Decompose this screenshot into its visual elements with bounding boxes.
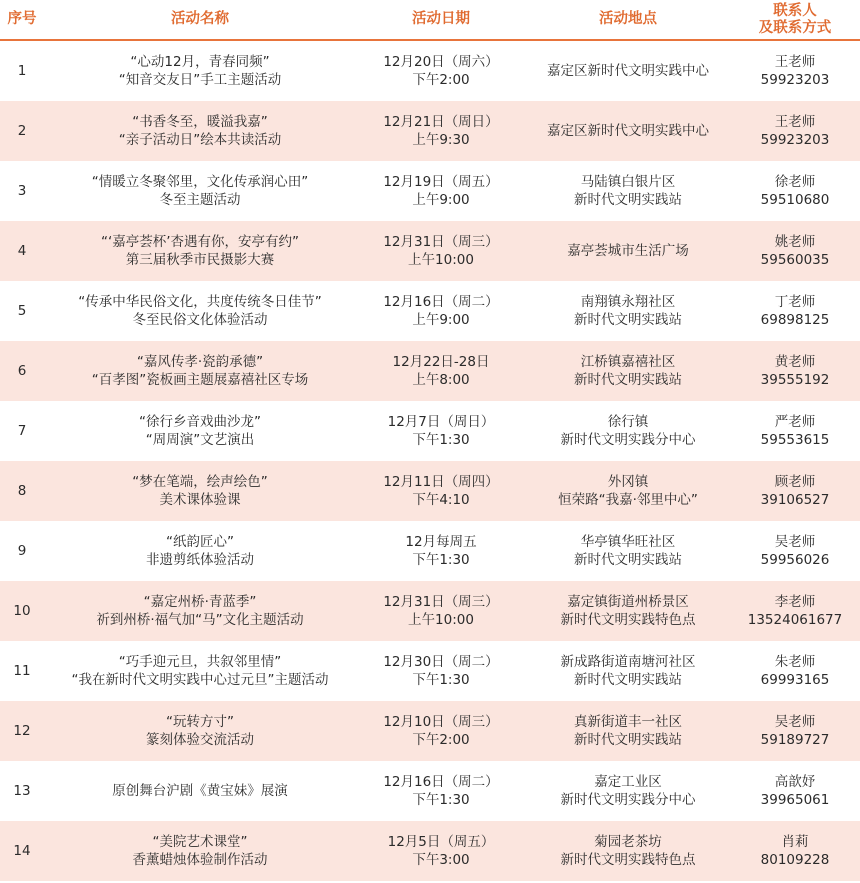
activity-name-line: “传承中华民俗文化，共度传统冬日佳节” — [78, 293, 322, 310]
activity-name-line: 祈到州桥·福气加“马”文化主题活动 — [96, 612, 304, 628]
activity-date-line: 下午3:00 — [412, 852, 470, 868]
activity-name-line: 第三届秋季市民摄影大赛 — [125, 252, 275, 268]
contact-info-line: 59923203 — [760, 72, 830, 88]
activity-name-line: 香薰蜡烛体验制作活动 — [132, 852, 268, 868]
activity-date-cell — [356, 221, 526, 281]
contact-info-line: 严老师 — [774, 413, 816, 430]
row-index: 8 — [17, 482, 27, 499]
row-index: 11 — [13, 662, 31, 679]
activity-date-line: 上午10:00 — [408, 612, 474, 628]
activity-name-line: 美术课体验课 — [159, 492, 241, 508]
activity-date-line: 12月31日（周三） — [383, 233, 499, 250]
activity-name-line: “巧手迎元旦，共叙邻里情” — [118, 653, 282, 670]
activity-date-cell — [356, 41, 526, 101]
table-row — [0, 641, 860, 701]
table-header — [0, 0, 860, 41]
activity-name-line: “玩转方寸” — [166, 713, 234, 730]
table-row — [0, 581, 860, 641]
table-row — [0, 101, 860, 161]
contact-info-line: 高歆妤 — [774, 773, 816, 790]
activity-location-cell — [526, 581, 730, 641]
activity-location-cell — [526, 101, 730, 161]
activity-date-line: 12月16日（周二） — [383, 293, 499, 310]
activity-name-line: “百孝图”瓷板画主题展嘉禧社区专场 — [91, 372, 309, 388]
activity-date-line: 12月每周五 — [405, 533, 477, 550]
row-index: 4 — [17, 242, 27, 259]
activity-name-line: “亲子活动日”绘本共读活动 — [118, 132, 282, 148]
activity-location-cell — [526, 221, 730, 281]
contact-info-cell — [730, 761, 860, 821]
contact-info-line: 69993165 — [760, 672, 830, 688]
activity-location-line: 南翔镇永翔社区 — [580, 293, 676, 310]
row-index: 7 — [17, 422, 27, 439]
activity-name-cell — [44, 221, 356, 281]
table-row — [0, 821, 860, 881]
activity-location-line: 新时代文明实践站 — [574, 672, 682, 688]
contact-info-line: 59189727 — [760, 732, 830, 748]
activity-name-cell — [44, 101, 356, 161]
table-row — [0, 221, 860, 281]
row-index: 1 — [17, 62, 27, 79]
activity-name-line: “嘉风传孝·瓷韵承德” — [136, 353, 264, 370]
activity-location-line: 新时代文明实践特色点 — [560, 852, 696, 868]
contact-info-cell — [730, 461, 860, 521]
activity-date-line: 12月20日（周六） — [383, 53, 499, 70]
activity-name-line: “嘉定州桥·青蓝季” — [143, 593, 257, 610]
activity-name-line: “徐行乡音戏曲沙龙” — [139, 413, 261, 430]
activity-date-line: 12月22日-28日 — [392, 353, 490, 370]
activity-location-line: 新时代文明实践站 — [574, 312, 682, 328]
activity-name-cell — [44, 161, 356, 221]
activity-location-line: 江桥镇嘉禧社区 — [580, 353, 676, 370]
activity-date-line: 12月30日（周二） — [383, 653, 499, 670]
table-row — [0, 461, 860, 521]
activity-name-cell — [44, 41, 356, 101]
activity-name-line: “心动12月，青春同频” — [130, 53, 270, 70]
contact-info-line: 13524061677 — [747, 612, 843, 628]
activity-name-cell — [44, 581, 356, 641]
activity-location-cell — [526, 521, 730, 581]
activity-date-line: 12月5日（周五） — [387, 833, 495, 850]
header-name: 活动名称 — [171, 11, 229, 27]
contact-info-cell — [730, 341, 860, 401]
activity-date-cell — [356, 701, 526, 761]
contact-info-line: 朱老师 — [774, 653, 816, 670]
activity-name-line: “周周演”文艺演出 — [145, 432, 255, 448]
activity-location-line: 真新街道丰一社区 — [574, 713, 682, 730]
contact-info-line: 59510680 — [760, 192, 830, 208]
activity-name-cell — [44, 641, 356, 701]
activity-name-line: 篆刻体验交流活动 — [146, 732, 254, 748]
activity-location-cell — [526, 341, 730, 401]
contact-info-cell — [730, 101, 860, 161]
contact-info-line: 39965061 — [760, 792, 830, 808]
activity-location-line: 菊园老茶坊 — [594, 833, 662, 850]
activity-name-cell — [44, 821, 356, 881]
activity-location-cell — [526, 161, 730, 221]
activity-location-cell — [526, 641, 730, 701]
activity-date-line: 上午9:00 — [412, 192, 470, 208]
activity-date-line: 上午9:00 — [412, 312, 470, 328]
contact-info-line: 黄老师 — [774, 353, 816, 370]
activity-date-cell — [356, 461, 526, 521]
activity-location-line: 新时代文明实践站 — [574, 192, 682, 208]
activity-date-cell — [356, 821, 526, 881]
row-index: 6 — [17, 362, 27, 379]
activity-location-line: 马陆镇白银片区 — [580, 173, 676, 190]
table-row — [0, 281, 860, 341]
activity-date-line: 12月11日（周四） — [383, 473, 499, 490]
activity-location-cell — [526, 701, 730, 761]
contact-info-cell — [730, 581, 860, 641]
header-contact — [730, 0, 860, 39]
activity-location-line: 徐行镇 — [607, 413, 649, 430]
activity-name-line: 非遗剪纸体验活动 — [146, 552, 254, 568]
activity-location-line: 新时代文明实践站 — [574, 732, 682, 748]
activity-location-line: 新成路街道南塘河社区 — [560, 653, 696, 670]
contact-info-cell — [730, 161, 860, 221]
activity-name-line: 冬至主题活动 — [159, 192, 241, 208]
row-index: 12 — [13, 722, 31, 739]
contact-info-line: 丁老师 — [774, 293, 816, 310]
activity-location-cell — [526, 41, 730, 101]
activity-name-cell — [44, 761, 356, 821]
contact-info-cell — [730, 221, 860, 281]
activity-name-cell — [44, 521, 356, 581]
activity-location-line: 恒荣路“我嘉·邻里中心” — [558, 492, 698, 508]
activity-name-cell — [44, 701, 356, 761]
activity-location-cell — [526, 761, 730, 821]
activity-date-line: 12月16日（周二） — [383, 773, 499, 790]
activity-date-line: 12月21日（周日） — [383, 113, 499, 130]
contact-info-line: 80109228 — [760, 852, 830, 868]
activity-date-line: 下午1:30 — [412, 432, 470, 448]
activity-location-cell — [526, 461, 730, 521]
contact-info-line: 吴老师 — [774, 713, 816, 730]
table-row — [0, 161, 860, 221]
contact-info-line: 39106527 — [760, 492, 830, 508]
activity-date-line: 12月10日（周三） — [383, 713, 499, 730]
activity-date-line: 上午9:30 — [412, 132, 470, 148]
contact-info-cell — [730, 701, 860, 761]
activity-name-line: “情暖立冬聚邻里，文化传承润心田” — [91, 173, 309, 190]
row-index: 9 — [17, 542, 27, 559]
table-row — [0, 521, 860, 581]
contact-info-line: 39555192 — [760, 372, 830, 388]
table-row — [0, 701, 860, 761]
contact-info-line: 李老师 — [774, 593, 816, 610]
contact-info-cell — [730, 401, 860, 461]
activity-date-cell — [356, 161, 526, 221]
activity-date-line: 下午4:10 — [412, 492, 470, 508]
activity-name-cell — [44, 281, 356, 341]
activity-date-cell — [356, 101, 526, 161]
contact-info-line: 王老师 — [774, 113, 816, 130]
row-index: 3 — [17, 182, 27, 199]
activity-date-line: 12月31日（周三） — [383, 593, 499, 610]
table-row — [0, 761, 860, 821]
activity-name-line: “纸韵匠心” — [166, 533, 234, 550]
row-index: 10 — [13, 602, 31, 619]
contact-info-cell — [730, 521, 860, 581]
row-index: 2 — [17, 122, 27, 139]
table-row — [0, 41, 860, 101]
contact-info-cell — [730, 41, 860, 101]
activity-date-line: 上午10:00 — [408, 252, 474, 268]
activity-date-cell — [356, 641, 526, 701]
contact-info-cell — [730, 641, 860, 701]
activity-location-cell — [526, 401, 730, 461]
row-index: 14 — [13, 842, 31, 859]
activity-name-line: “书香冬至，暖溢我嘉” — [132, 113, 268, 130]
activity-location-line: 新时代文明实践分中心 — [560, 792, 696, 808]
contact-info-cell — [730, 281, 860, 341]
contact-info-line: 王老师 — [774, 53, 816, 70]
activity-date-line: 下午1:30 — [412, 672, 470, 688]
activity-location-cell — [526, 281, 730, 341]
contact-info-line: 59553615 — [760, 432, 830, 448]
activity-name-line: “美院艺术课堂” — [152, 833, 248, 850]
contact-info-line: 59956026 — [760, 552, 830, 568]
activity-date-line: 上午8:00 — [412, 372, 470, 388]
header-contact-line1: 联系人 — [773, 2, 817, 19]
contact-info-line: 顾老师 — [774, 473, 816, 490]
contact-info-line: 姚老师 — [774, 233, 816, 250]
activity-name-line: 冬至民俗文化体验活动 — [132, 312, 268, 328]
contact-info-line: 吴老师 — [774, 533, 816, 550]
activity-name-line: “知音交友日”手工主题活动 — [118, 72, 282, 88]
activity-date-line: 下午2:00 — [412, 72, 470, 88]
activity-date-cell — [356, 761, 526, 821]
activity-name-cell — [44, 401, 356, 461]
activity-name-cell — [44, 341, 356, 401]
header-location: 活动地点 — [599, 11, 657, 27]
table-row — [0, 341, 860, 401]
table-row — [0, 401, 860, 461]
activity-location-line: 华亭镇华旺社区 — [580, 533, 676, 550]
contact-info-line: 59923203 — [760, 132, 830, 148]
contact-info-line: 徐老师 — [774, 173, 816, 190]
activity-date-cell — [356, 401, 526, 461]
table-body — [0, 41, 860, 881]
row-index: 5 — [17, 302, 27, 319]
activity-name-line: “梦在笔端，绘声绘色” — [132, 473, 268, 490]
activity-date-line: 12月7日（周日） — [387, 413, 495, 430]
header-index: 序号 — [7, 11, 37, 27]
activity-name-line: “‘嘉亭荟杯’杏遇有你，安亭有约” — [100, 233, 300, 250]
activity-location-line: 嘉定区新时代文明实践中心 — [547, 122, 709, 139]
row-index: 13 — [13, 782, 31, 799]
activity-name-line: 原创舞台沪剧《黄宝妹》展演 — [112, 782, 288, 799]
activity-location-line: 嘉定镇街道州桥景区 — [567, 593, 689, 610]
activity-location-line: 嘉定区新时代文明实践中心 — [547, 62, 709, 79]
contact-info-line: 肖莉 — [781, 833, 809, 850]
activity-location-cell — [526, 821, 730, 881]
header-date: 活动日期 — [412, 11, 470, 27]
activity-name-line: “我在新时代文明实践中心过元旦”主题活动 — [71, 672, 329, 688]
header-contact-line2: 及联系方式 — [758, 19, 832, 36]
activity-date-cell — [356, 281, 526, 341]
activity-date-cell — [356, 581, 526, 641]
activity-name-cell — [44, 461, 356, 521]
activity-location-line: 嘉定工业区 — [594, 773, 662, 790]
activity-date-cell — [356, 521, 526, 581]
activity-location-line: 新时代文明实践分中心 — [560, 432, 696, 448]
activity-date-cell — [356, 341, 526, 401]
activity-location-line: 新时代文明实践站 — [574, 372, 682, 388]
activity-date-line: 下午2:00 — [412, 732, 470, 748]
activity-date-line: 下午1:30 — [412, 552, 470, 568]
contact-info-cell — [730, 821, 860, 881]
activity-location-line: 新时代文明实践特色点 — [560, 612, 696, 628]
contact-info-line: 69898125 — [760, 312, 830, 328]
activity-location-line: 新时代文明实践站 — [574, 552, 682, 568]
activity-location-line: 嘉亭荟城市生活广场 — [567, 242, 689, 259]
activity-location-line: 外冈镇 — [607, 473, 649, 490]
activity-date-line: 下午1:30 — [412, 792, 470, 808]
contact-info-line: 59560035 — [760, 252, 830, 268]
activity-date-line: 12月19日（周五） — [383, 173, 499, 190]
